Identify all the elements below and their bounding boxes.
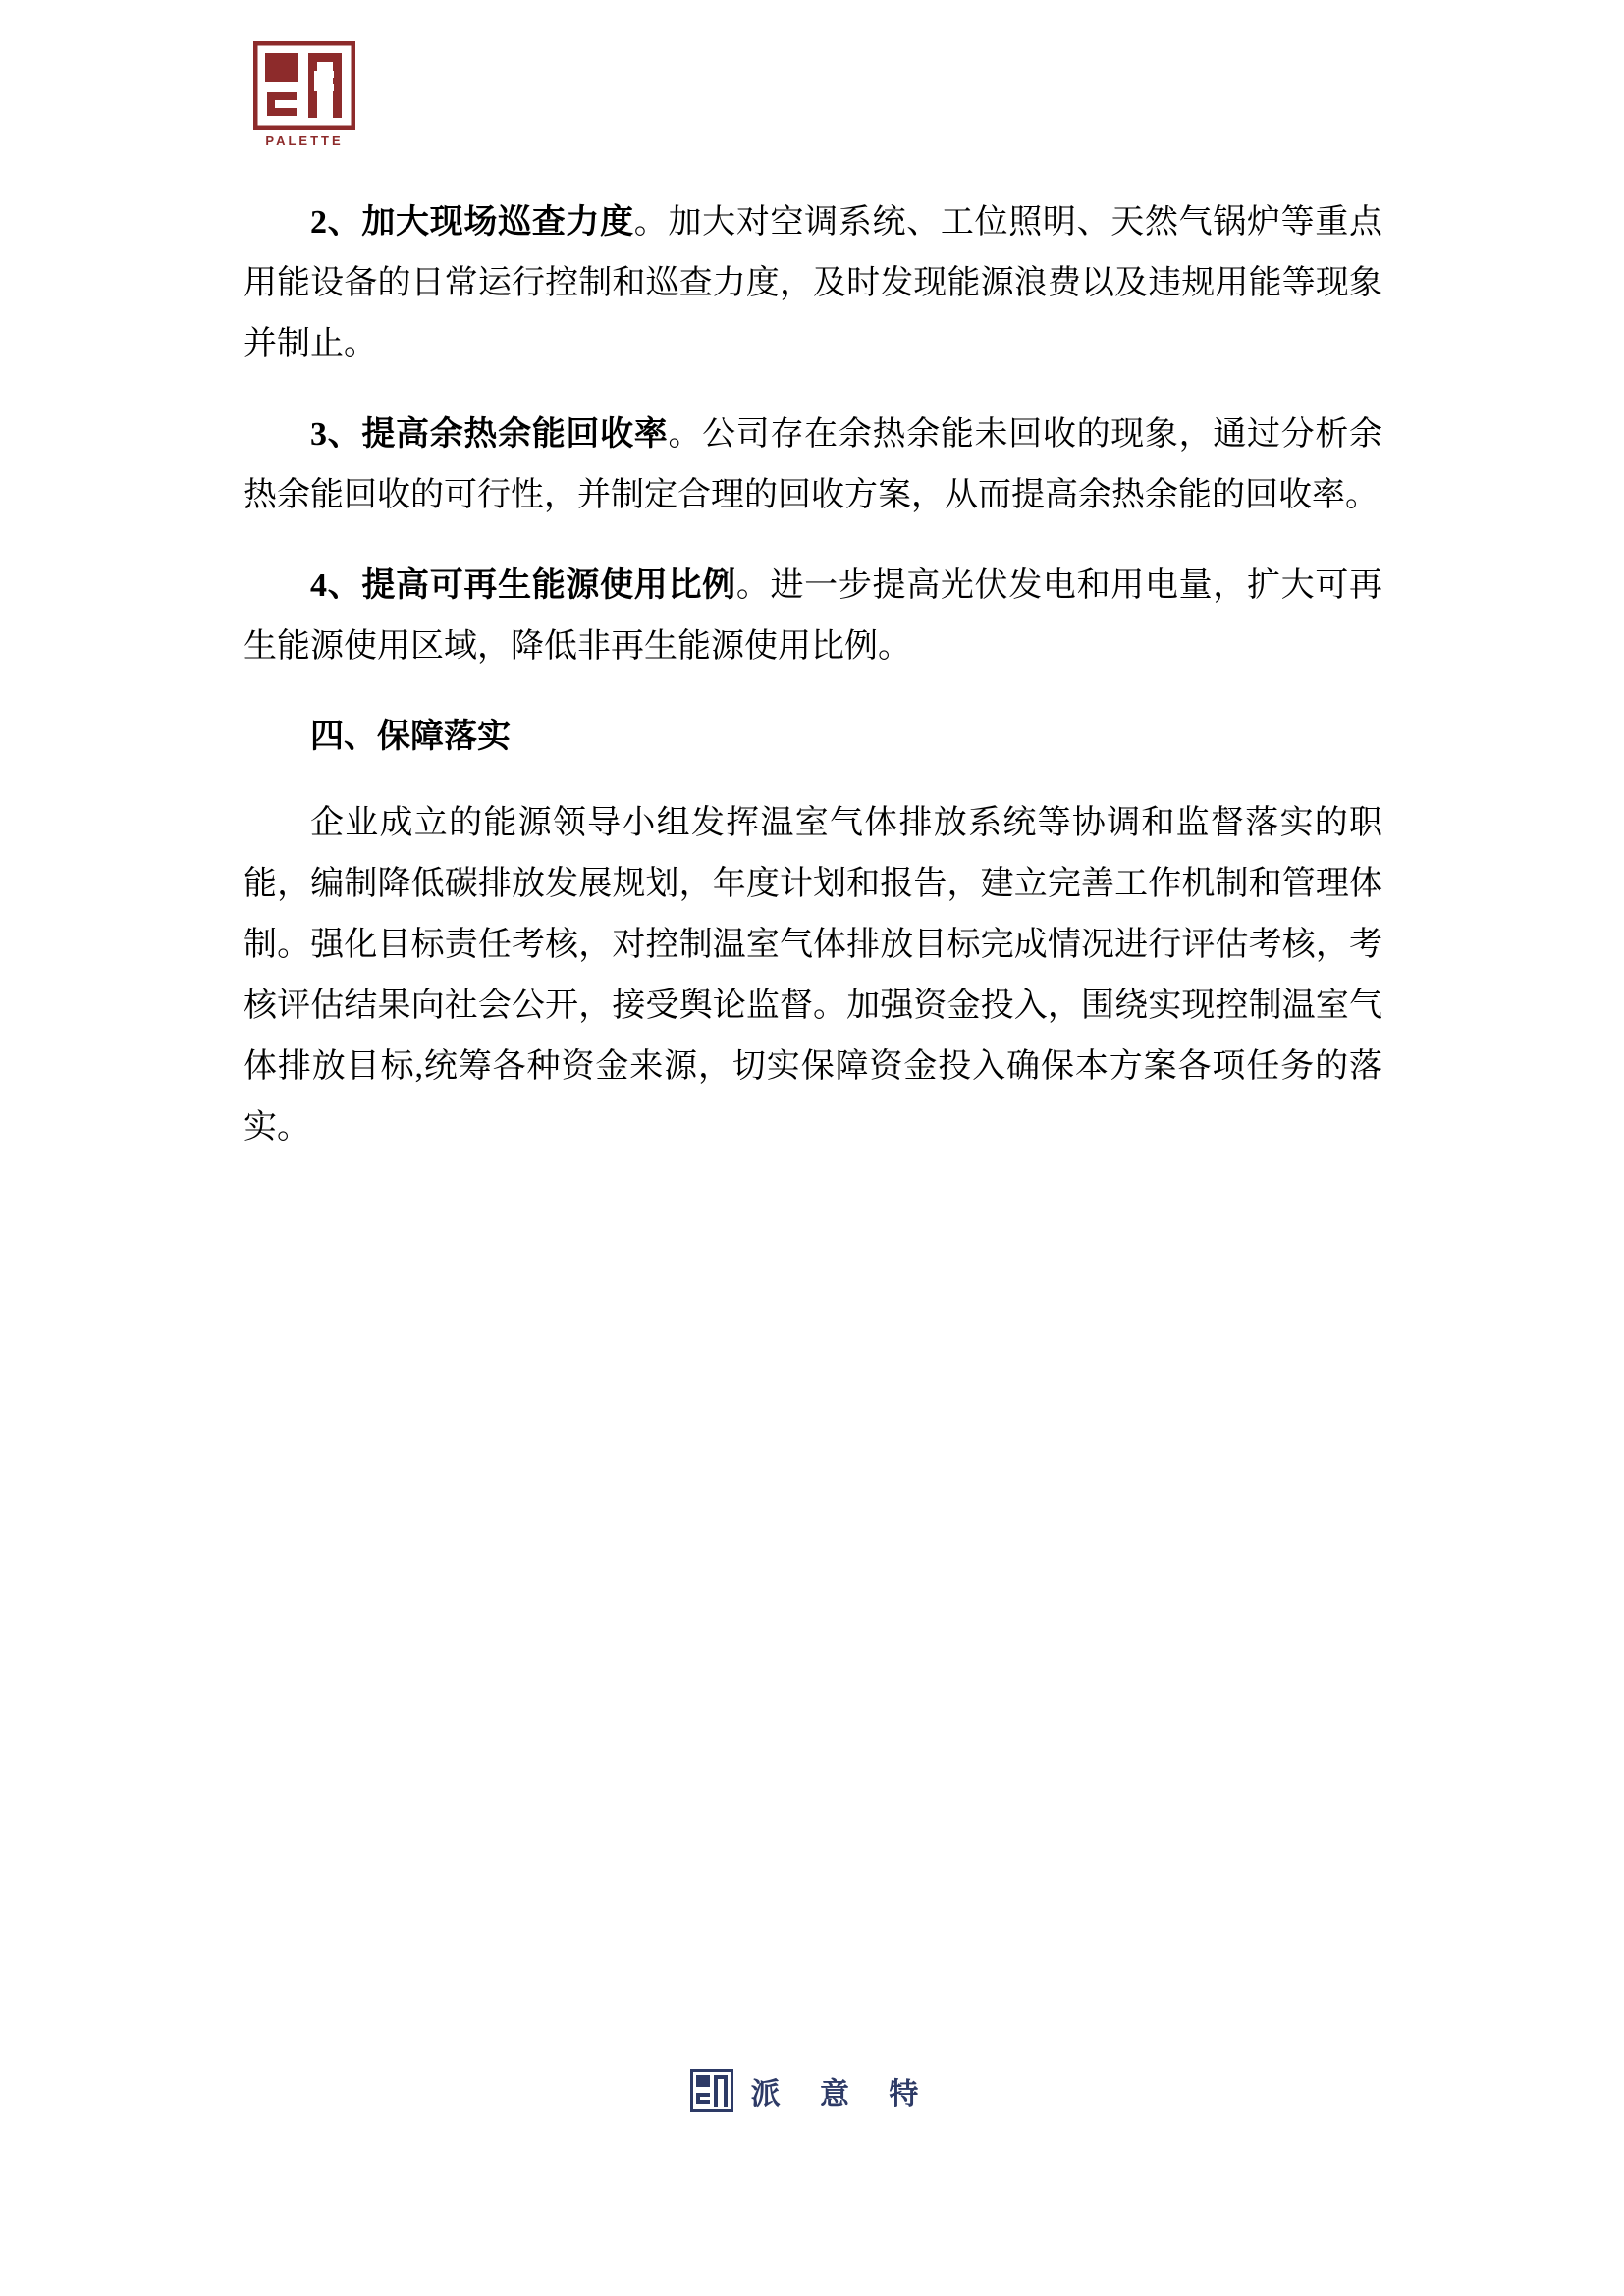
section-heading: 四、保障落实 <box>310 719 511 755</box>
paragraph-item-2 <box>244 192 1382 375</box>
palette-logo-icon <box>253 41 355 130</box>
paragraph-item-3 <box>244 404 1382 526</box>
section-paragraph: 企业成立的能源领导小组发挥温室气体排放系统等协调和监督落实的职能，编制降低碳排放发展规划，年度计划和报告，建立完善工作机制和管理体制。强化目标责任考核，对控制温室气体排放目标完成情况进行评估考核，考核评估结果向社会公开，接受舆论监督。加强资金投入，围绕实现控制温室气体排放目标,统筹各种资金来源，切实保障资金投入确保本方案各项任务的落实。 <box>244 805 1382 1146</box>
document-body <box>244 192 1382 1158</box>
palette-logo-icon <box>690 2069 733 2112</box>
paragraph-text: 。公司存在余热余能未回收的现象，通过分析余热余能回收的可行性，并制定合理的回收方案，从而提高余热余能的回收率。 <box>244 416 1382 513</box>
paragraph-text: 。进一步提高光伏发电和用电量，扩大可再生能源使用区域，降低非再生能源使用比例。 <box>244 567 1383 665</box>
paragraph-lead: 3、提高余热余能回收率 <box>310 416 669 453</box>
page-footer <box>0 2069 1624 2112</box>
paragraph-lead: 4、提高可再生能源使用比例 <box>310 567 736 604</box>
header-logo <box>253 41 391 159</box>
footer-wordmark: 派 意 特 <box>750 2078 935 2110</box>
paragraph-lead: 2、加大现场巡查力度 <box>310 204 634 240</box>
logo-wordmark: PALETTE <box>265 133 344 148</box>
paragraph-item-4 <box>244 556 1382 677</box>
paragraph-text: 。加大对空调系统、工位照明、天然气锅炉等重点用能设备的日常运行控制和巡查力度，及时发现能源浪费以及违规用能等现象并制止。 <box>244 204 1383 362</box>
